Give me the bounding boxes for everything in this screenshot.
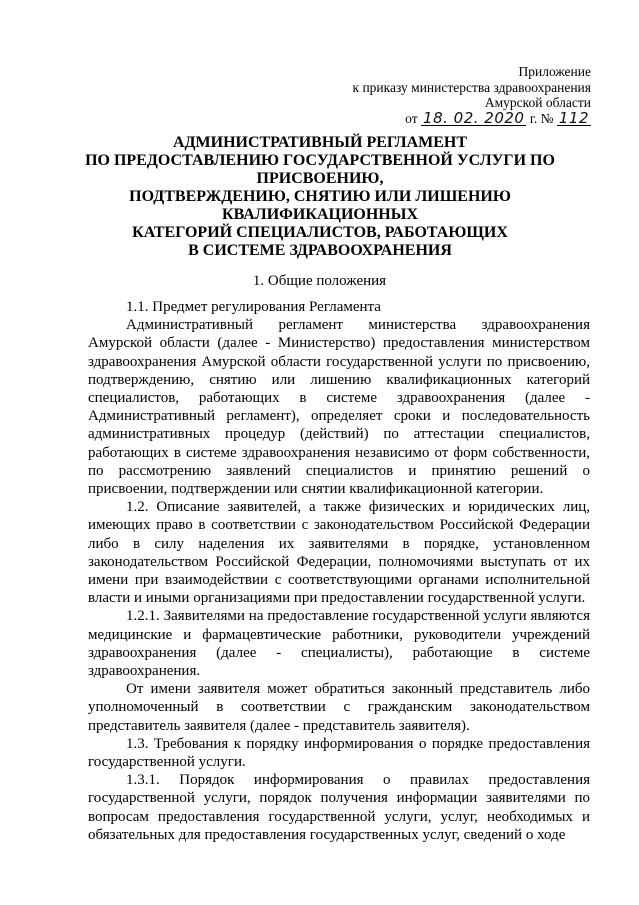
paragraph: 1.2. Описание заявителей, а также физических и юридических лиц, имеющих право в соответствии с законодательством Российской Федерации либо в силу наделения их заявителями в порядке, установленном законодательством Российской Федерации, полномочиями выступать от их имени при взаимодействии с соответствующими органами исполнительной власти и иными организациями при предоставлении государственной услуги. <box>88 499 590 607</box>
paragraph: 1.1. Предмет регулирования Регламента <box>126 299 381 315</box>
title-line: В СИСТЕМЕ ЗДРАВООХРАНЕНИЯ <box>188 242 452 259</box>
document-title <box>80 134 560 260</box>
from-label: от <box>405 110 418 126</box>
appendix-block <box>291 64 591 128</box>
title-line: КВАЛИФИКАЦИОННЫХ <box>221 206 419 223</box>
title-line: КАТЕГОРИЙ СПЕЦИАЛИСТОВ, РАБОТАЮЩИХ <box>132 224 508 241</box>
title-line: ПОДТВЕРЖДЕНИЮ, СНЯТИЮ ИЛИ ЛИШЕНИЮ <box>129 188 511 205</box>
order-date-line <box>291 108 591 128</box>
title-line: ПО ПРЕДОСТАВЛЕНИЮ ГОСУДАРСТВЕННОЙ УСЛУГИ ПО <box>85 152 555 169</box>
title-line: ПРИСВОЕНИЮ, <box>256 170 384 187</box>
paragraph: 1.2.1. Заявителями на предоставление государственной услуги являются медицинские и фармацевтические работники, руководители учреждений здравоохранения (далее - специалисты), работающие в системе здравоохранения. <box>88 608 590 680</box>
paragraph: Административный регламент министерства здравоохранения Амурской области (далее - Министерство) предоставления министерством здравоохранения Амурской области государственной услуги по присвоению, подтверждению, снятию или лишению квалификационных категорий специалистов, работающих в системе здравоохранения (далее - Административный регламент), определяет сроки и последовательность административных процедур (действий) по аттестации специалистов, работающих в системе здравоохранения независимо от форм собственности, по рассмотрению заявлений специалистов и принятию решений о присвоении, подтверждении или снятии квалификационной категории. <box>88 317 590 498</box>
appendix-region: Амурской области <box>484 95 591 110</box>
appendix-order-ref: к приказу министерства здравоохранения <box>352 79 591 95</box>
title-line: АДМИНИСТРАТИВНЫЙ РЕГЛАМЕНТ <box>172 134 468 151</box>
year-number-label: г. № <box>529 110 554 126</box>
handwritten-order-number: 112 <box>558 108 589 127</box>
appendix-heading: Приложение <box>518 64 591 79</box>
document-body <box>88 298 590 844</box>
handwritten-date: 18. 02. 2020 <box>423 108 525 127</box>
paragraph: От имени заявителя может обратиться законный представитель либо уполномоченный в соответствии с гражданским законодательством представитель заявителя (далее - представитель заявителя). <box>88 681 590 734</box>
paragraph: 1.3. Требования к порядку информирования о порядке предоставления государственной услуги. <box>88 735 590 771</box>
paragraph: 1.3.1. Порядок информирования о правилах предоставления государственной услуги, порядок получения информации заявителями по вопросам предоставления государственной услуги, услуг, необходимых и обязательных для предоставления государственных услуг, сведений о ходе <box>88 772 590 843</box>
section-heading: 1. Общие положения <box>252 273 387 289</box>
